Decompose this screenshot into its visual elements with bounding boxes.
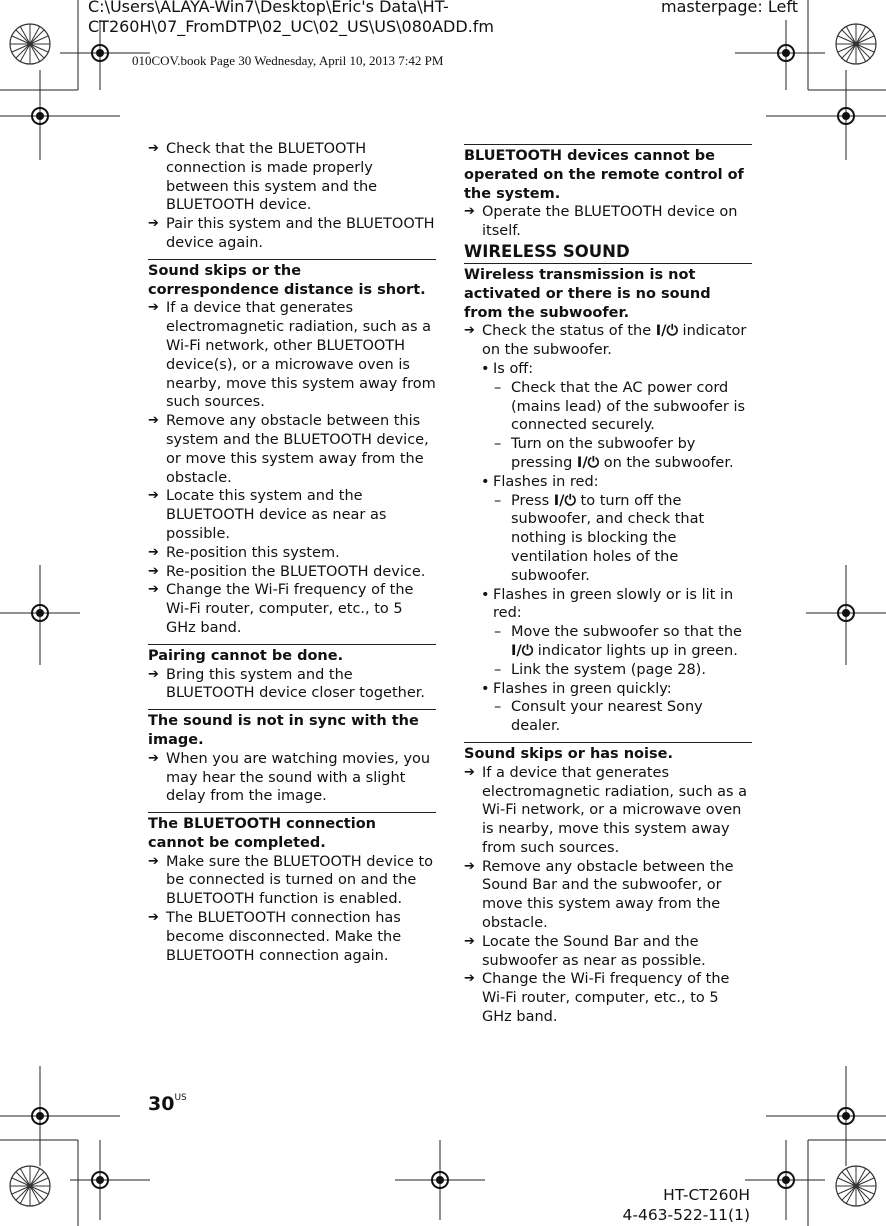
file-path-header — [88, 0, 494, 37]
part-code: 4-463-522-11(1) — [622, 1206, 750, 1224]
arrow-icon: ➔ — [464, 933, 475, 949]
arrow-icon: ➔ — [464, 971, 475, 987]
problem-heading: The sound is not in sync with the image. — [148, 709, 436, 750]
list-item: ➔ Locate this system and the BLUETOOTH device as near as possible. — [148, 488, 387, 542]
file-path-line1: C:\Users\ALAYA-Win7\Desktop\Eric's Data\HT- — [88, 0, 449, 16]
arrow-icon: ➔ — [464, 858, 475, 874]
list-item: ➔ Operate the BLUETOOTH device on itself. — [464, 204, 738, 240]
dash-icon: – — [494, 624, 502, 641]
arrow-icon: ➔ — [464, 764, 475, 780]
sub-item: – Check that the AC power cord (mains lead) of the subwoofer is connected securely. — [494, 379, 746, 434]
bullet-icon: • — [481, 586, 490, 603]
masterpage-label: masterpage: Left — [661, 0, 798, 16]
problem-heading: Wireless transmission is not activated or there is no sound from the subwoofer. — [464, 263, 752, 322]
file-path-line2: CT260H\07_FromDTP\02_UC\02_US\US\080ADD.fm — [88, 17, 494, 36]
dash-icon: – — [494, 436, 502, 453]
sub-item: – Link the system (page 28). — [494, 661, 706, 678]
list-item: ➔ Pair this system and the BLUETOOTH device again. — [148, 216, 435, 251]
sub-item: – Consult your nearest Sony dealer. — [494, 699, 703, 735]
page-region-suffix: US — [174, 1093, 187, 1103]
list-item: ➔ Remove any obstacle between this system and the BLUETOOTH device, or move this system away from the obstacle. — [148, 413, 429, 486]
list-item: ➔ Re-position the BLUETOOTH device. — [148, 563, 426, 580]
dash-icon: – — [494, 492, 502, 509]
sub-item: – Move the subwoofer so that the I/⏻ indicator lights up in green. — [494, 624, 742, 659]
dash-icon: – — [494, 661, 502, 678]
model-number: HT-CT260H — [663, 1186, 750, 1204]
problem-heading: The BLUETOOTH connection cannot be completed. — [148, 812, 436, 853]
book-info: 010COV.book Page 30 Wednesday, April 10, 2013 7:42 PM — [132, 53, 444, 68]
power-icon: I/⏻ — [655, 323, 678, 340]
power-icon: I/⏻ — [511, 642, 534, 659]
list-item: ➔ Make sure the BLUETOOTH device to be connected is turned on and the BLUETOOTH function is enabled. — [148, 853, 434, 908]
arrow-icon: ➔ — [148, 413, 159, 429]
arrow-icon: ➔ — [148, 544, 159, 560]
problem-heading: Sound skips or the correspondence distance is short. — [148, 259, 436, 300]
arrow-icon: ➔ — [148, 141, 159, 156]
list-item: ➔ Check the status of the I/⏻ indicator on the subwoofer. — [464, 323, 747, 359]
page-number: $30^{US}$ — [148, 1093, 187, 1115]
power-icon: I/⏻ — [576, 454, 600, 471]
arrow-icon: ➔ — [148, 216, 159, 232]
list-item: ➔ If a device that generates electromagnetic radiation, such as a Wi-Fi network, or a microwave oven is nearby, move this system away from such sources. — [464, 764, 748, 856]
arrow-icon: ➔ — [464, 204, 475, 220]
arrow-icon: ➔ — [148, 853, 159, 869]
left-column — [148, 140, 436, 965]
list-item: ➔ Change the Wi-Fi frequency of the Wi-Fi router, computer, etc., to 5 GHz band. — [464, 971, 730, 1026]
status-bullet: • Flashes in green slowly or is lit in red: — [481, 586, 734, 622]
problem-heading: Sound skips or has noise. — [464, 742, 752, 764]
bullet-icon: • — [481, 360, 490, 377]
status-bullet: • Flashes in red: — [481, 473, 599, 490]
section-title: WIRELESS SOUND — [464, 241, 630, 261]
problem-heading: BLUETOOTH devices cannot be operated on the remote control of the system. — [464, 144, 752, 203]
problem-heading: Pairing cannot be done. — [148, 644, 436, 666]
list-item: ➔ The BLUETOOTH connection has become disconnected. Make the BLUETOOTH connection again. — [148, 910, 402, 964]
right-column — [464, 144, 752, 1027]
arrow-icon: ➔ — [148, 666, 159, 682]
status-bullet: • Flashes in green quickly: — [481, 680, 672, 697]
sub-item: – Turn on the subwoofer by pressing I/⏻ on the subwoofer. — [494, 436, 734, 471]
dash-icon: – — [494, 379, 502, 396]
list-item: ➔ Re-position this system. — [148, 544, 340, 561]
bullet-icon: • — [481, 473, 490, 490]
list-item: ➔ Check that the BLUETOOTH connection is made properly between this system and the BLUETOOTH device. — [148, 141, 378, 214]
arrow-icon: ➔ — [148, 750, 159, 766]
arrow-icon: ➔ — [148, 488, 159, 504]
arrow-icon: ➔ — [148, 582, 159, 598]
footer-model-info — [623, 1185, 751, 1225]
list-item: ➔ Locate the Sound Bar and the subwoofer as near as possible. — [464, 933, 706, 969]
list-item: ➔ Bring this system and the BLUETOOTH device closer together. — [148, 666, 426, 702]
status-bullet: • Is off: — [481, 360, 534, 377]
list-item: ➔ Remove any obstacle between the Sound Bar and the subwoofer, or move this system away from the obstacle. — [464, 858, 734, 932]
arrow-icon: ➔ — [148, 910, 159, 926]
arrow-icon: ➔ — [148, 563, 159, 579]
sub-item: – Press I/⏻ to turn off the subwoofer, and check that nothing is blocking the ventilation holes of the subwoofer. — [494, 492, 705, 584]
list-item: ➔ If a device that generates electromagnetic radiation, such as a Wi-Fi network, other BLUETOOTH device(s), or a microwave oven is nearby, move this system away from such sources. — [148, 300, 436, 411]
dash-icon: – — [494, 699, 502, 716]
arrow-icon: ➔ — [148, 300, 159, 316]
arrow-icon: ➔ — [464, 323, 475, 339]
power-icon: I/⏻ — [553, 492, 576, 509]
list-item: ➔ When you are watching movies, you may hear the sound with a slight delay from the image. — [148, 750, 431, 805]
list-item: ➔ Change the Wi-Fi frequency of the Wi-Fi router, computer, etc., to 5 GHz band. — [148, 582, 414, 636]
bullet-icon: • — [481, 680, 490, 697]
